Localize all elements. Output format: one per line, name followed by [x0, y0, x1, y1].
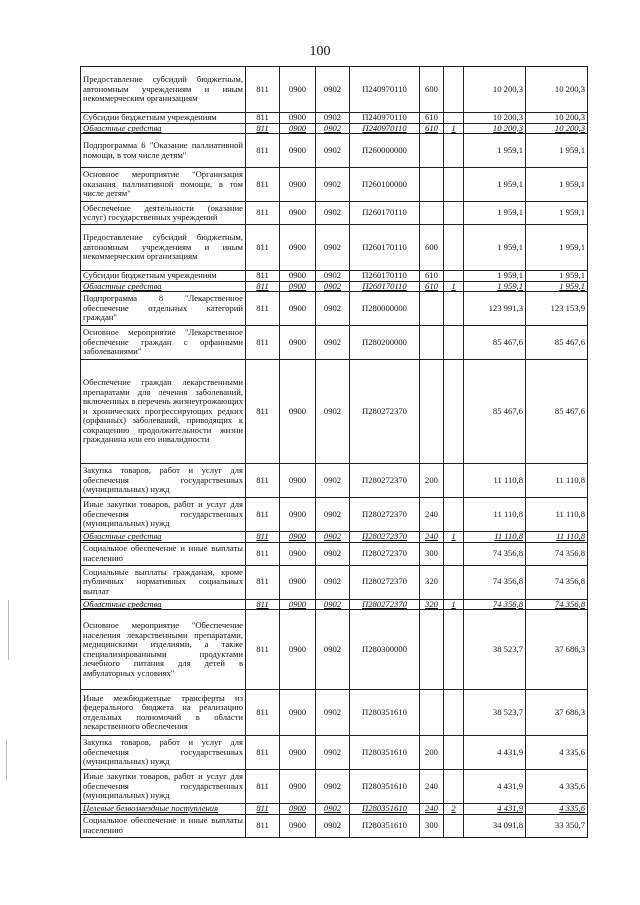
cell-section: 0900 — [280, 736, 316, 770]
cell-amount-year2: 123 153,9 — [526, 292, 588, 326]
cell-name: Областные средства — [81, 123, 246, 134]
cell-funding-source — [444, 113, 464, 124]
table-row — [81, 532, 588, 543]
cell-amount-year2: 1 959,1 — [526, 202, 588, 225]
cell-grbs: 811 — [246, 67, 280, 113]
cell-target-article: П280272370 — [350, 565, 420, 599]
table-row — [81, 599, 588, 610]
cell-funding-source — [444, 814, 464, 837]
cell-section: 0900 — [280, 168, 316, 202]
cell-funding-source — [444, 464, 464, 498]
table-row — [81, 225, 588, 271]
cell-amount-year1: 4 431,9 — [464, 736, 526, 770]
cell-name: Иные межбюджетные трансферты из федерального бюджета на реализацию отдельных полномочий в области лекарственного обеспечения — [81, 690, 246, 736]
cell-name: Предоставление субсидий бюджетным, автономным учреждениям и иным некоммерческим организациям — [81, 67, 246, 113]
cell-grbs: 811 — [246, 292, 280, 326]
cell-name: Закупка товаров, работ и услуг для обеспечения государственных (муниципальных) нужд — [81, 464, 246, 498]
table-row — [81, 292, 588, 326]
cell-expense-type: 610 — [420, 123, 444, 134]
cell-expense-type — [420, 202, 444, 225]
cell-name: Областные средства — [81, 532, 246, 543]
cell-amount-year1: 85 467,6 — [464, 326, 526, 360]
table-row — [81, 736, 588, 770]
cell-grbs: 811 — [246, 770, 280, 804]
cell-amount-year2: 74 356,8 — [526, 599, 588, 610]
cell-name: Областные средства — [81, 599, 246, 610]
cell-amount-year2: 11 110,8 — [526, 498, 588, 532]
cell-target-article: П280351610 — [350, 770, 420, 804]
cell-amount-year1: 1 959,1 — [464, 202, 526, 225]
cell-name: Социальное обеспечение и иные выплаты населению — [81, 814, 246, 837]
cell-grbs: 811 — [246, 464, 280, 498]
cell-name: Подпрограмма 6 "Оказание паллиативной помощи, в том числе детям" — [81, 134, 246, 168]
cell-section: 0900 — [280, 770, 316, 804]
cell-target-article: П240970110 — [350, 123, 420, 134]
cell-name: Основное мероприятие "Лекарственное обеспечение граждан с орфанными заболеваниями" — [81, 326, 246, 360]
cell-target-article: П240970110 — [350, 67, 420, 113]
cell-subsection: 0902 — [316, 281, 350, 292]
cell-name: Предоставление субсидий бюджетным, автономным учреждениям и иным некоммерческим организациям — [81, 225, 246, 271]
cell-amount-year2: 85 467,6 — [526, 360, 588, 464]
cell-subsection: 0902 — [316, 814, 350, 837]
cell-funding-source: 1 — [444, 599, 464, 610]
cell-expense-type: 610 — [420, 113, 444, 124]
cell-amount-year2: 11 110,8 — [526, 464, 588, 498]
cell-subsection: 0902 — [316, 360, 350, 464]
cell-subsection: 0902 — [316, 804, 350, 815]
page-number: 100 — [309, 44, 331, 59]
cell-expense-type: 610 — [420, 281, 444, 292]
cell-subsection: 0902 — [316, 542, 350, 565]
table-row — [81, 123, 588, 134]
table-row — [81, 464, 588, 498]
cell-expense-type — [420, 360, 444, 464]
cell-amount-year1: 1 959,1 — [464, 281, 526, 292]
cell-subsection: 0902 — [316, 532, 350, 543]
cell-amount-year2: 10 200,3 — [526, 113, 588, 124]
cell-amount-year1: 1 959,1 — [464, 225, 526, 271]
cell-section: 0900 — [280, 464, 316, 498]
cell-grbs: 811 — [246, 326, 280, 360]
cell-amount-year1: 1 959,1 — [464, 168, 526, 202]
cell-grbs: 811 — [246, 532, 280, 543]
table-row — [81, 360, 588, 464]
cell-amount-year1: 11 110,8 — [464, 464, 526, 498]
cell-target-article: П260170110 — [350, 225, 420, 271]
cell-funding-source — [444, 542, 464, 565]
cell-expense-type: 610 — [420, 271, 444, 282]
cell-expense-type — [420, 610, 444, 690]
table-row — [81, 498, 588, 532]
cell-amount-year1: 1 959,1 — [464, 134, 526, 168]
cell-funding-source — [444, 736, 464, 770]
cell-grbs: 811 — [246, 202, 280, 225]
cell-subsection: 0902 — [316, 67, 350, 113]
cell-name: Социальное обеспечение и иные выплаты населению — [81, 542, 246, 565]
cell-grbs: 811 — [246, 814, 280, 837]
cell-funding-source: 2 — [444, 804, 464, 815]
cell-grbs: 811 — [246, 736, 280, 770]
cell-grbs: 811 — [246, 565, 280, 599]
cell-amount-year1: 38 523,7 — [464, 610, 526, 690]
cell-target-article: П280272370 — [350, 360, 420, 464]
cell-amount-year2: 1 959,1 — [526, 281, 588, 292]
cell-subsection: 0902 — [316, 326, 350, 360]
cell-grbs: 811 — [246, 542, 280, 565]
cell-subsection: 0902 — [316, 123, 350, 134]
cell-grbs: 811 — [246, 599, 280, 610]
cell-amount-year1: 74 356,8 — [464, 599, 526, 610]
cell-expense-type: 300 — [420, 814, 444, 837]
cell-section: 0900 — [280, 292, 316, 326]
cell-section: 0900 — [280, 498, 316, 532]
cell-amount-year1: 10 200,3 — [464, 67, 526, 113]
cell-subsection: 0902 — [316, 134, 350, 168]
cell-subsection: 0902 — [316, 225, 350, 271]
cell-grbs: 811 — [246, 134, 280, 168]
cell-funding-source — [444, 271, 464, 282]
cell-subsection: 0902 — [316, 113, 350, 124]
cell-section: 0900 — [280, 804, 316, 815]
cell-amount-year2: 10 200,3 — [526, 67, 588, 113]
cell-funding-source — [444, 610, 464, 690]
cell-section: 0900 — [280, 565, 316, 599]
cell-subsection: 0902 — [316, 271, 350, 282]
table-row — [81, 134, 588, 168]
cell-expense-type — [420, 690, 444, 736]
cell-funding-source — [444, 225, 464, 271]
cell-funding-source — [444, 360, 464, 464]
cell-expense-type: 200 — [420, 736, 444, 770]
table-body — [81, 67, 588, 838]
cell-target-article: П280300000 — [350, 610, 420, 690]
cell-amount-year1: 38 523,7 — [464, 690, 526, 736]
cell-subsection: 0902 — [316, 202, 350, 225]
table-row — [81, 542, 588, 565]
cell-name: Иные закупки товаров, работ и услуг для обеспечения государственных (муниципальных) нужд — [81, 498, 246, 532]
cell-name: Подпрограмма 8 "Лекарственное обеспечение отдельных категорий граждан" — [81, 292, 246, 326]
table-row — [81, 610, 588, 690]
cell-amount-year2: 37 686,3 — [526, 690, 588, 736]
cell-expense-type: 240 — [420, 804, 444, 815]
cell-name: Социальные выплаты гражданам, кроме публичных нормативных социальных выплат — [81, 565, 246, 599]
cell-target-article: П280000000 — [350, 292, 420, 326]
cell-amount-year2: 1 959,1 — [526, 168, 588, 202]
cell-target-article: П280272370 — [350, 599, 420, 610]
cell-target-article: П280200000 — [350, 326, 420, 360]
cell-name: Основное мероприятие "Организация оказания паллиативной помощи, в том числе детям" — [81, 168, 246, 202]
cell-amount-year1: 10 200,3 — [464, 113, 526, 124]
cell-subsection: 0902 — [316, 736, 350, 770]
cell-amount-year1: 4 431,9 — [464, 770, 526, 804]
cell-subsection: 0902 — [316, 168, 350, 202]
cell-subsection: 0902 — [316, 610, 350, 690]
cell-name: Субсидии бюджетным учреждениям — [81, 113, 246, 124]
cell-amount-year2: 74 356,8 — [526, 542, 588, 565]
cell-funding-source — [444, 134, 464, 168]
cell-amount-year1: 11 110,8 — [464, 532, 526, 543]
cell-grbs: 811 — [246, 498, 280, 532]
cell-name: Обеспечение граждан лекарственными препаратами для лечения заболеваний, включенных в перечень жизнеугрожающих и хронических прогрессирующих редких (орфанных) заболеваний, приводящих к сокращению продолжительности жизни гражданина или его инвалидности — [81, 360, 246, 464]
cell-funding-source: 1 — [444, 532, 464, 543]
cell-subsection: 0902 — [316, 498, 350, 532]
cell-amount-year1: 10 200,3 — [464, 123, 526, 134]
table-row — [81, 690, 588, 736]
cell-target-article: П280351610 — [350, 804, 420, 815]
table-row — [81, 202, 588, 225]
cell-expense-type: 240 — [420, 532, 444, 543]
table-row — [81, 326, 588, 360]
cell-name: Целевые безвозмездные поступления — [81, 804, 246, 815]
cell-section: 0900 — [280, 814, 316, 837]
cell-expense-type: 300 — [420, 542, 444, 565]
cell-section: 0900 — [280, 360, 316, 464]
table-row — [81, 168, 588, 202]
cell-target-article: П280272370 — [350, 532, 420, 543]
cell-amount-year2: 37 686,3 — [526, 610, 588, 690]
cell-grbs: 811 — [246, 225, 280, 271]
cell-section: 0900 — [280, 67, 316, 113]
cell-grbs: 811 — [246, 271, 280, 282]
cell-target-article: П280351610 — [350, 814, 420, 837]
cell-expense-type: 240 — [420, 770, 444, 804]
cell-funding-source — [444, 168, 464, 202]
cell-name: Закупка товаров, работ и услуг для обеспечения государственных (муниципальных) нужд — [81, 736, 246, 770]
cell-subsection: 0902 — [316, 292, 350, 326]
cell-section: 0900 — [280, 123, 316, 134]
cell-section: 0900 — [280, 542, 316, 565]
cell-grbs: 811 — [246, 123, 280, 134]
cell-amount-year2: 11 110,8 — [526, 532, 588, 543]
cell-funding-source — [444, 690, 464, 736]
cell-funding-source — [444, 770, 464, 804]
cell-name: Субсидии бюджетным учреждениям — [81, 271, 246, 282]
cell-expense-type: 600 — [420, 67, 444, 113]
cell-amount-year1: 74 356,8 — [464, 565, 526, 599]
cell-target-article: П280351610 — [350, 736, 420, 770]
table-row — [81, 113, 588, 124]
cell-funding-source — [444, 292, 464, 326]
cell-expense-type — [420, 168, 444, 202]
cell-target-article: П260170110 — [350, 202, 420, 225]
cell-name: Обеспечение деятельности (оказание услуг) государственных учреждений — [81, 202, 246, 225]
cell-expense-type: 600 — [420, 225, 444, 271]
cell-expense-type: 320 — [420, 599, 444, 610]
cell-target-article: П260170110 — [350, 271, 420, 282]
cell-section: 0900 — [280, 326, 316, 360]
cell-section: 0900 — [280, 202, 316, 225]
cell-amount-year1: 85 467,6 — [464, 360, 526, 464]
table-row — [81, 814, 588, 837]
cell-amount-year1: 1 959,1 — [464, 271, 526, 282]
cell-target-article: П260100000 — [350, 168, 420, 202]
table-row — [81, 67, 588, 113]
cell-amount-year2: 33 350,7 — [526, 814, 588, 837]
cell-target-article: П280351610 — [350, 690, 420, 736]
cell-funding-source: 1 — [444, 281, 464, 292]
cell-grbs: 811 — [246, 804, 280, 815]
cell-subsection: 0902 — [316, 690, 350, 736]
cell-section: 0900 — [280, 610, 316, 690]
cell-section: 0900 — [280, 281, 316, 292]
cell-amount-year1: 123 991,3 — [464, 292, 526, 326]
cell-subsection: 0902 — [316, 599, 350, 610]
scan-artifact-line — [6, 740, 7, 780]
cell-amount-year2: 85 467,6 — [526, 326, 588, 360]
cell-target-article: П280272370 — [350, 464, 420, 498]
cell-name: Областные средства — [81, 281, 246, 292]
cell-grbs: 811 — [246, 690, 280, 736]
cell-funding-source — [444, 498, 464, 532]
table-row — [81, 281, 588, 292]
table-row — [81, 770, 588, 804]
cell-target-article: П260170110 — [350, 281, 420, 292]
cell-amount-year2: 4 335,6 — [526, 804, 588, 815]
scan-artifact-line — [8, 600, 9, 660]
cell-funding-source — [444, 565, 464, 599]
cell-expense-type — [420, 326, 444, 360]
cell-subsection: 0902 — [316, 565, 350, 599]
cell-amount-year1: 74 356,8 — [464, 542, 526, 565]
cell-expense-type: 200 — [420, 464, 444, 498]
cell-grbs: 811 — [246, 360, 280, 464]
cell-funding-source — [444, 202, 464, 225]
cell-grbs: 811 — [246, 168, 280, 202]
cell-subsection: 0902 — [316, 770, 350, 804]
cell-name: Основное мероприятие "Обеспечение населения лекарственными препаратами, медицинскими изделиями, а также специализированными продуктами лечебного питания для детей в амбулаторных условиях" — [81, 610, 246, 690]
cell-amount-year2: 1 959,1 — [526, 225, 588, 271]
cell-section: 0900 — [280, 225, 316, 271]
cell-expense-type — [420, 292, 444, 326]
cell-section: 0900 — [280, 690, 316, 736]
cell-name: Иные закупки товаров, работ и услуг для обеспечения государственных (муниципальных) нужд — [81, 770, 246, 804]
cell-amount-year2: 10 200,3 — [526, 123, 588, 134]
cell-expense-type: 240 — [420, 498, 444, 532]
cell-section: 0900 — [280, 113, 316, 124]
cell-amount-year2: 1 959,1 — [526, 271, 588, 282]
cell-expense-type: 320 — [420, 565, 444, 599]
cell-amount-year1: 11 110,8 — [464, 498, 526, 532]
cell-grbs: 811 — [246, 281, 280, 292]
cell-grbs: 811 — [246, 610, 280, 690]
cell-amount-year2: 4 335,6 — [526, 736, 588, 770]
cell-target-article: П280272370 — [350, 542, 420, 565]
cell-subsection: 0902 — [316, 464, 350, 498]
table-row — [81, 271, 588, 282]
budget-table — [80, 66, 588, 838]
cell-expense-type — [420, 134, 444, 168]
cell-funding-source — [444, 326, 464, 360]
cell-section: 0900 — [280, 134, 316, 168]
cell-funding-source — [444, 67, 464, 113]
table-row — [81, 565, 588, 599]
cell-amount-year2: 1 959,1 — [526, 134, 588, 168]
cell-amount-year2: 4 335,6 — [526, 770, 588, 804]
table-row — [81, 804, 588, 815]
cell-target-article: П260000000 — [350, 134, 420, 168]
cell-section: 0900 — [280, 532, 316, 543]
cell-target-article: П240970110 — [350, 113, 420, 124]
cell-amount-year1: 4 431,9 — [464, 804, 526, 815]
cell-section: 0900 — [280, 599, 316, 610]
cell-amount-year1: 34 091,8 — [464, 814, 526, 837]
cell-grbs: 811 — [246, 113, 280, 124]
cell-section: 0900 — [280, 271, 316, 282]
cell-amount-year2: 74 356,8 — [526, 565, 588, 599]
cell-funding-source: 1 — [444, 123, 464, 134]
cell-target-article: П280272370 — [350, 498, 420, 532]
